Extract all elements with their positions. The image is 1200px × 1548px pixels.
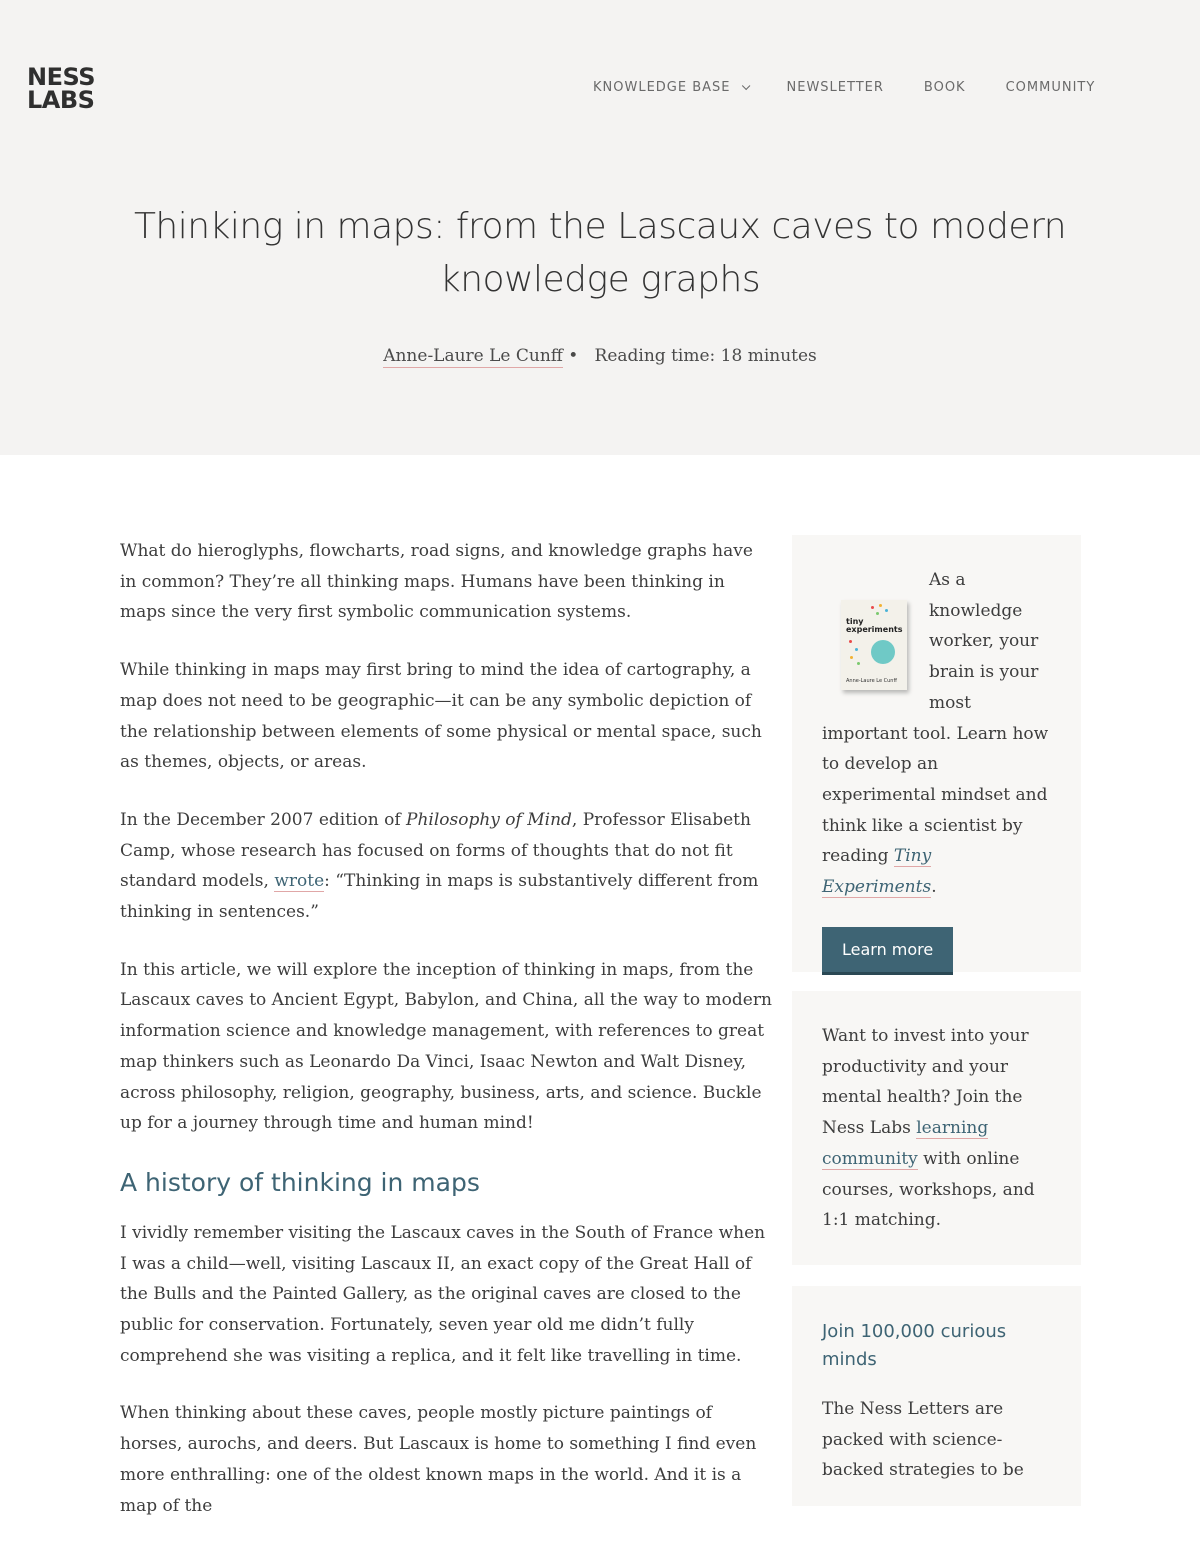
cover-circle	[871, 640, 895, 664]
reading-time: Reading time: 18 minutes	[594, 346, 817, 366]
paragraph-3	[120, 805, 772, 928]
paragraph-5: I vividly remember visiting the Lascaux caves in the South of France when I was a child—well, visiting Lascaux II, an exact copy of the Great Hall of the Bulls and the Painted Gallery, as the original caves are closed to the public for conservation. Fortunately, seven year old me didn’t fully comprehend she was visiting a replica, and it felt like travelling in time.	[120, 1222, 766, 1366]
cover-dot	[849, 640, 852, 643]
community-promo-box	[792, 991, 1081, 1265]
paragraph-1: What do hieroglyphs, flowcharts, road signs, and knowledge graphs have in common? They’re all thinking maps. Humans have been thinking in maps since the very first symbolic communication systems.	[120, 541, 753, 623]
learn-more-button[interactable]: Learn more	[822, 927, 953, 975]
nav-newsletter[interactable]	[787, 80, 884, 95]
nav-knowledge-base-label: KNOWLEDGE BASE	[593, 80, 731, 95]
tiny-experiments-link[interactable]: Tiny Experiments	[822, 846, 932, 898]
chevron-down-icon	[741, 81, 749, 89]
logo-line-1: NESS	[27, 63, 95, 91]
nav-knowledge-base[interactable]	[593, 80, 747, 95]
cover-dot	[850, 656, 853, 659]
article-title: Thinking in maps: from the Lascaux caves to modern knowledge graphs	[133, 206, 1067, 300]
main-nav	[593, 80, 1095, 95]
wrote-link[interactable]: wrote	[274, 871, 325, 892]
nav-book-label: BOOK	[923, 80, 966, 95]
article-meta	[0, 346, 1200, 366]
ness-labs-logo[interactable]	[27, 63, 95, 114]
nav-community[interactable]	[1006, 80, 1096, 95]
newsletter-promo-box	[792, 1286, 1081, 1506]
book-cover-author: Anne-Laure Le Cunff	[846, 678, 897, 684]
cover-dot	[857, 662, 860, 665]
author-link[interactable]: Anne-Laure Le Cunff	[383, 346, 563, 366]
book-promo-box	[792, 535, 1081, 972]
nav-newsletter-label: NEWSLETTER	[786, 80, 884, 95]
logo-line-2: LABS	[27, 86, 95, 114]
cover-dot	[855, 648, 858, 651]
paragraph-3-text-a: In the December 2007 edition of	[120, 809, 407, 830]
page-header	[0, 0, 1200, 455]
meta-separator: •	[568, 346, 579, 366]
nav-community-label: COMMUNITY	[1005, 80, 1096, 95]
paragraph-4: In this article, we will explore the inception of thinking in maps, from the Lascaux caves to Ancient Egypt, Babylon, and China, all the way to modern information science and knowledge management, with references to great map thinkers such as Leonardo Da Vinci, Isaac Newton and Walt Disney, across philosophy, religion, geography, business, arts, and science. Buckle up for a journey through time and human mind!	[120, 959, 772, 1134]
paragraph-6: When thinking about these caves, people mostly picture paintings of horses, aurochs, and deers. But Lascaux is home to something I find even more enthralling: one of the oldest known maps in the world. And it is a map of the	[120, 1403, 757, 1516]
book-promo-text-b: .	[931, 877, 937, 898]
paragraph-3-text-b: , Professor Elisabeth Camp, whose research has focused on forms of thoughts that do not fit standard models,	[120, 809, 751, 892]
paragraph-2: While thinking in maps may first bring to mind the idea of cartography, a map does not need to be geographic—it can be any symbolic depiction of the relationship between elements of some physical or mental space, such as themes, objects, or areas.	[120, 660, 762, 773]
book-promo-text	[822, 513, 1051, 903]
book-cover-image[interactable]	[841, 600, 907, 690]
learning-community-link[interactable]: learning community	[822, 1118, 989, 1169]
cover-dot	[885, 609, 888, 612]
community-promo-text-a: Want to invest into your productivity and your mental health? Join the Ness Labs	[822, 1026, 1029, 1139]
paragraph-3-text-c: : “Thinking in maps is substantively different from thinking in sentences.”	[120, 871, 759, 923]
philosophy-of-mind-title: Philosophy of Mind	[406, 809, 572, 830]
article-body	[120, 536, 772, 1548]
cover-dot	[876, 612, 879, 615]
community-promo-text-b: with online courses, workshops, and 1:1 matching.	[822, 1148, 1035, 1231]
newsletter-text: The Ness Letters are packed with science-backed strategies to be	[822, 1399, 1024, 1481]
cover-dot	[879, 604, 882, 607]
newsletter-heading: Join 100,000 curious minds	[822, 1321, 1007, 1370]
nav-book[interactable]	[924, 80, 966, 95]
cover-dot	[871, 606, 874, 609]
book-promo-text-a: As a knowledge worker, your brain is your most important tool. Learn how to develop an experimental mindset and think like a scientist by reading	[822, 570, 1049, 867]
section-heading: A history of thinking in maps	[120, 1167, 480, 1197]
book-cover-title: tiny experiments	[846, 617, 903, 634]
community-promo-text	[822, 1021, 1051, 1236]
